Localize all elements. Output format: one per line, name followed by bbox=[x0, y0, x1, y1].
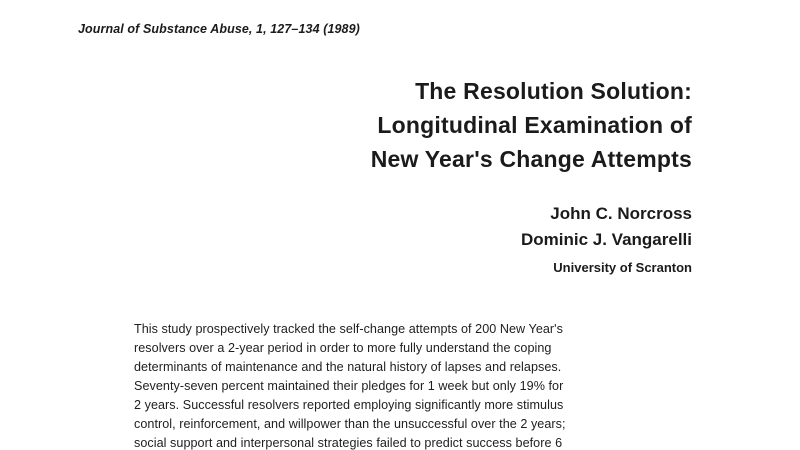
abstract bbox=[134, 320, 674, 450]
journal-reference: Journal of Substance Abuse, 1, 127–134 (1989) bbox=[78, 22, 360, 36]
author-affiliation: University of Scranton bbox=[553, 260, 692, 275]
title-line-2: Longitudinal Examination of bbox=[377, 112, 692, 138]
abstract-line-1: This study prospectively tracked the self-change attempts of 200 New Year's bbox=[134, 322, 563, 336]
abstract-line-4: Seventy-seven percent maintained their pledges for 1 week but only 19% for bbox=[134, 379, 564, 393]
abstract-line-5: 2 years. Successful resolvers reported employing significantly more stimulus bbox=[134, 398, 564, 412]
title-line-3: New Year's Change Attempts bbox=[370, 146, 692, 172]
author-1: John C. Norcross bbox=[550, 204, 692, 223]
abstract-line-6: control, reinforcement, and willpower than the unsuccessful over the 2 years; bbox=[134, 417, 566, 431]
article-title bbox=[371, 74, 692, 176]
abstract-line-3: determinants of maintenance and the natural history of lapses and relapses. bbox=[134, 360, 562, 374]
title-line-1: The Resolution Solution: bbox=[415, 78, 692, 104]
author-block bbox=[521, 201, 692, 279]
abstract-line-2: resolvers over a 2-year period in order to more fully understand the coping bbox=[134, 341, 552, 355]
author-2: Dominic J. Vangarelli bbox=[520, 230, 692, 249]
abstract-line-7: social support and interpersonal strategies failed to predict success before 6 bbox=[134, 436, 563, 450]
